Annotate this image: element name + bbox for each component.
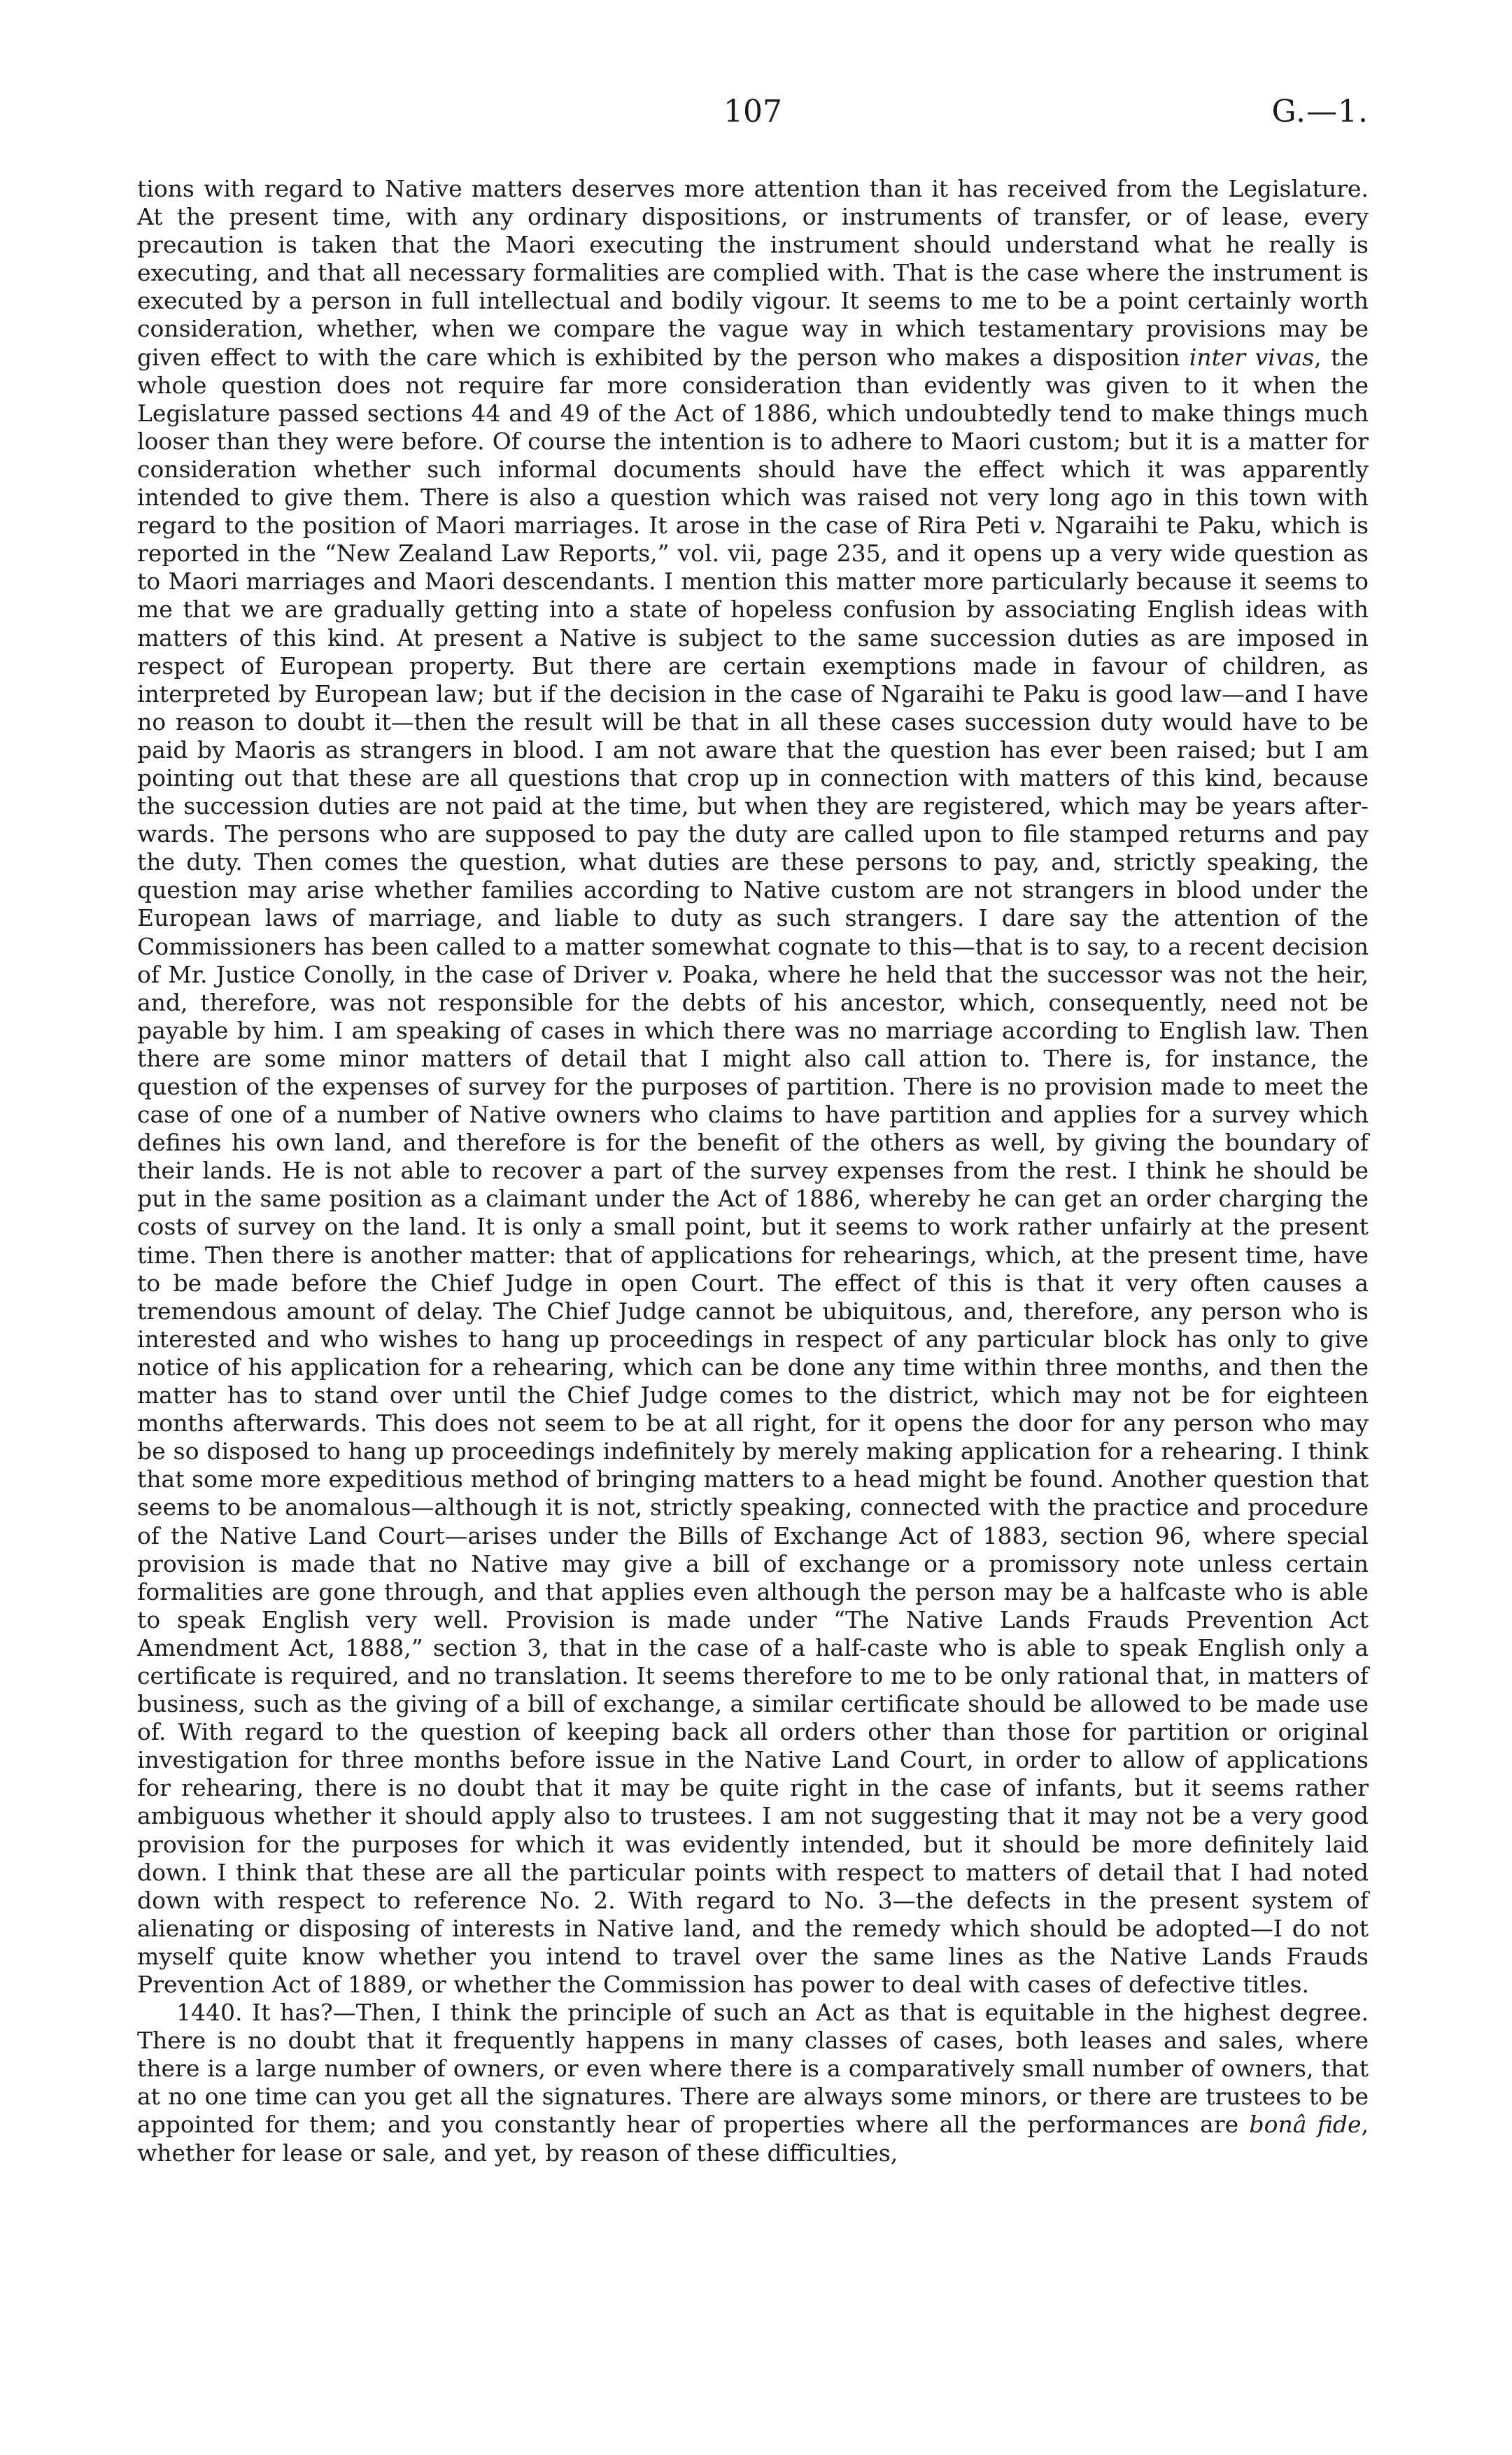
text-run: 1440. It has?—Then, I think the principle of such an Act as that is equitable in the highest degree. There is no doubt that it frequently happens in many classes of cases, both leases and sales, where there is a large number of owners, or even where there is a comparatively small number of owners, that at no one time can you get all the signatures. There are always some minors, or there are trustees to be appointed for them; and you constantly hear of properties where all the performances are <box>137 1999 1369 2139</box>
text-run: , whether for lease or sale, and yet, by reason of these difficulties, <box>137 2111 1369 2167</box>
text-run: Ngaraihi te Paku, which is reported in the “New Zealand Law Reports,” vol. vii, page 235, and it opens up a very wide question as to Maori marriages and Maori descendants. I mention this matter more particularly because it seems to me that we are gradually getting into a state of hopeless confusion by associating English ideas with matters of this kind. At present a Native is subject to the same succession duties as are imposed in respect of European property. But there are certain exemptions made in favour of children, as interpreted by European law; but if the decision in the case of Ngaraihi te Paku is good law—and I have no reason to doubt it—then the result will be that in all these cases succession duty would have to be paid by Maoris as strangers in blood. I am not aware that the question has ever been raised; but I am pointing out that these are all questions that crop up in connection with matters of this kind, because the succession duties are not paid at the time, but when they are registered, which may be years afterwards. The persons who are supposed to pay the duty are called upon to file stamped returns and pay the duty. Then comes the question, what duties are these persons to pay, and, strictly speaking, the question may arise whether families according to Native custom are not strangers in blood under the European laws of marriage, and liable to duty as such strangers. I dare say the attention of the Commissioners has been called to a matter somewhat cognate to this—that is to say, to a recent decision of Mr. Justice Conolly, in the case of Driver <box>137 512 1369 988</box>
body-text <box>137 175 1369 2167</box>
italic-text-run: v. <box>656 960 674 988</box>
paragraph-1440 <box>137 1999 1369 2167</box>
text-run: , the whole question does not require far more consideration than evidently was given to it when the Legislature passed sections 44 and 49 of the Act of 1886, which undoubtedly tend to make things much looser than they were before. Of course the intention is to adhere to Maori custom; but it is a matter for consideration whether such informal documents should have the effect which it was apparently intended to give them. There is also a question which was raised not very long ago in this town with regard to the position of Maori marriages. It arose in the case of Rira Peti <box>137 343 1369 540</box>
page-number: 107 <box>723 94 782 129</box>
paragraph <box>137 175 1369 1999</box>
report-code: G.—1. <box>1271 94 1369 129</box>
italic-text-run: inter vivas <box>1189 343 1315 371</box>
italic-text-run: v. <box>1029 512 1047 540</box>
text-run: tions with regard to Native matters deserves more attention than it has received from the Legislature. At the present time, with any ordinary dispositions, or instruments of transfer, or of lease, every precaution is taken that the Maori executing the instrument should understand what he really is executing, and that all necessary formalities are complied with. That is the case where the instrument is executed by a person in full intellectual and bodily vigour. It seems to me to be a point certainly worth consideration, whether, when we compare the vague way in which testamentary provisions may be given effect to with the care which is exhibited by the person who makes a disposition <box>137 175 1369 371</box>
italic-text-run: bonâ fide <box>1249 2111 1362 2139</box>
text-run: Poaka, where he held that the successor was not the heir, and, therefore, was not responsible for the debts of his ancestor, which, consequently, need not be payable by him. I am speaking of cases in which there was no marriage according to English law. Then there are some minor matters of detail that I might also call attion to. There is, for instance, the question of the expenses of survey for the purposes of partition. There is no provision made to meet the case of one of a number of Native owners who claims to have partition and applies for a survey which defines his own land, and therefore is for the benefit of the others as well, by giving the boundary of their lands. He is not able to recover a part of the survey expenses from the rest. I think he should be put in the same position as a claimant under the Act of 1886, whereby he can get an order charging the costs of survey on the land. It is only a small point, but it seems to work rather unfairly at the present time. Then there is another matter: that of applications for rehearings, which, at the present time, have to be made before the Chief Judge in open Court. The effect of this is that it very often causes a tremendous amount of delay. The Chief Judge cannot be ubiquitous, and, therefore, any person who is interested and who wishes to hang up proceedings in respect of any particular block has only to give notice of his application for a rehearing, which can be done any time within three months, and then the matter has to stand over until the Chief Judge comes to the district, which may not be for eighteen months afterwards. This does not seem to be at all right, for it opens the door for any person who may be so disposed to hang up proceedings indefinitely by merely making application for a rehearing. I think that some more expeditious method of bringing matters to a head might be found. Another question that seems to be anomalous—although it is not, strictly speaking, connected with the practice and procedure of the Native Land Court—arises under the Bills of Exchange Act of 1883, section 96, where special provision is made that no Native may give a bill of exchange or a promissory note unless certain formalities are gone through, and that applies even although the person may be a halfcaste who is able to speak English very well. Provision is made under “The Native Lands Frauds Prevention Act Amendment Act, 1888,” section 3, that in the case of a half-caste who is able to speak English only a certificate is required, and no translation. It seems therefore to me to be only rational that, in matters of business, such as the giving of a bill of exchange, a similar certificate should be allowed to be made use of. With regard to the question of keeping back all orders other than those for partition or original investigation for three months before issue in the Native Land Court, in order to allow of applications for rehearing, there is no doubt that it may be quite right in the case of infants, but it seems rather ambiguous whether it should apply also to trustees. I am not suggesting that it may not be a very good provision for the purposes for which it was evidently intended, but it should be more definitely laid down. I think that these are all the particular points with respect to matters of detail that I had noted down with respect to reference No. 2. With regard to No. 3—the defects in the present system of alienating or disposing of interests in Native land, and the remedy which should be adopted—I do not myself quite know whether you intend to travel over the same lines as the Native Lands Frauds Prevention Act of 1889, or whether the Commission has power to deal with cases of defective titles. <box>137 960 1369 1998</box>
document-page <box>137 91 1369 2167</box>
page-header <box>137 91 1369 140</box>
